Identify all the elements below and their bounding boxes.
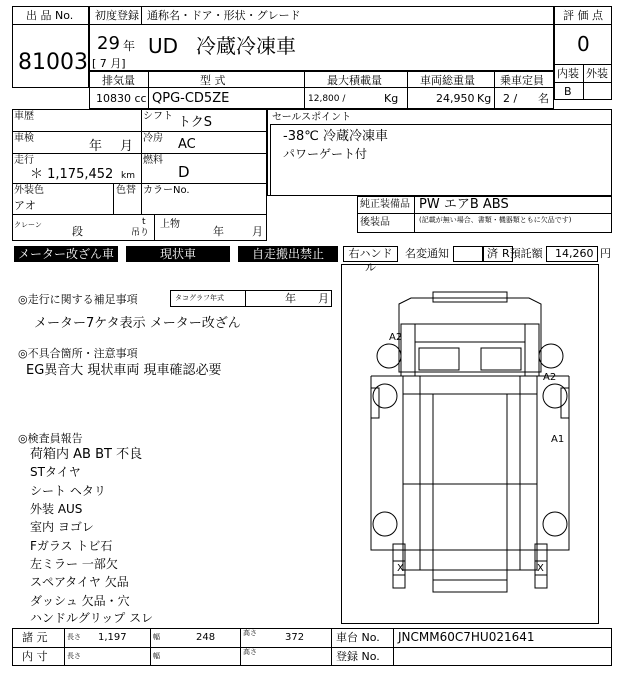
crane-stage: 段 <box>72 225 83 238</box>
vehicle-name-label: 通称名・ドア・形状・グレード <box>147 9 301 22</box>
gross-weight-label: 車両総重量 <box>420 74 475 87</box>
damage-mark-x-right: X <box>537 563 544 574</box>
capacity-label: 乗車定員 <box>500 74 544 87</box>
recycle-deposit: 14,260 <box>555 247 594 260</box>
grade-label: 評 価 点 <box>563 9 603 22</box>
lot-no: 81003 <box>18 50 88 75</box>
first-reg-year: 29 <box>97 33 120 54</box>
displacement-label: 排気量 <box>102 74 135 87</box>
year-unit: 年 <box>123 39 136 53</box>
right-handle-badge: 右ハンドル <box>343 246 398 262</box>
inner-height-label: 高さ <box>243 648 257 656</box>
gross-weight: 24,950 <box>436 92 475 105</box>
name-change-label: 名変通知 <box>405 247 449 260</box>
recycle-label: 済 <box>487 247 498 260</box>
color-change-label: 色替 <box>116 185 136 196</box>
history-label: 車歴 <box>14 111 34 122</box>
fuel-label: 燃料 <box>143 155 163 166</box>
as-is-flag: 現状車 <box>126 246 230 262</box>
mirror-right <box>539 344 563 368</box>
damage-mark-a2-left: A2 <box>389 332 403 343</box>
max-load-unit: Kg <box>384 92 399 105</box>
inspector-note-10: ハンドルグリップ スレ <box>30 611 154 625</box>
chassis-label: 車台 No. <box>336 631 380 644</box>
first-reg-label: 初度登録 <box>95 9 139 22</box>
damage-mark-x-left: X <box>397 563 404 574</box>
cooling-label: 冷房 <box>143 133 163 144</box>
inspection-year: 年 <box>89 139 103 154</box>
name-change-box <box>453 246 483 262</box>
crane-hanging: 吊り <box>131 228 150 238</box>
exterior-grade-label: 外装 <box>586 67 608 80</box>
max-load: 12,800 / <box>308 94 346 104</box>
reg-no-label: 登録 No. <box>336 650 380 663</box>
height-label: 高さ <box>243 629 257 637</box>
aftermarket-label: 後装品 <box>360 217 390 228</box>
equipment: PW エアB ABS <box>419 197 509 212</box>
door-right <box>525 324 539 376</box>
inner-dims-label: 内 寸 <box>22 650 48 663</box>
inspector-note-3: シート ヘタリ <box>30 484 106 498</box>
first-reg-month: [ 7 月] <box>92 57 126 70</box>
cab-roof <box>433 292 507 302</box>
height: 372 <box>285 632 305 643</box>
tacho-label: タコグラフ年式 <box>175 294 224 302</box>
windshield <box>415 324 525 342</box>
cooling: AC <box>178 137 196 152</box>
capacity-unit: 名 <box>538 92 549 105</box>
rear-gate <box>433 580 507 592</box>
capacity: 2 / <box>503 92 518 105</box>
tacho-month: 月 <box>318 292 329 305</box>
damage-mark-a1: A1 <box>551 434 565 445</box>
axle-rear-left <box>373 512 397 536</box>
tacho-year: 年 <box>285 292 296 305</box>
length-label: 長さ <box>67 633 81 641</box>
inspector-note-7: 左ミラー 一部欠 <box>30 557 118 571</box>
upper-year: 年 <box>213 225 224 238</box>
max-load-label: 最大積載量 <box>327 74 382 87</box>
self-drive-prohibited-flag: 自走搬出禁止 <box>238 246 338 262</box>
driving-remarks-label: ◎走行に関する補足事項 <box>18 293 138 306</box>
cargo-side-right <box>537 376 569 550</box>
model-code-label: 型 式 <box>200 74 226 87</box>
cargo-floor <box>433 394 507 580</box>
inspection-label: 車検 <box>14 133 34 144</box>
cargo-box <box>403 376 537 570</box>
inner-width-label: 幅 <box>153 652 160 660</box>
mileage: ＊ 1,175,452 <box>30 167 114 182</box>
inspector-note-5: 室内 ヨゴレ <box>30 520 94 534</box>
exterior-color-label: 外装色 <box>14 185 44 196</box>
damage-mark-a2-right: A2 <box>543 372 557 383</box>
lot-no-label: 出 品 No. <box>26 9 74 22</box>
sales-point-label: セールスポイント <box>272 112 352 123</box>
color-no-label: カラーNo. <box>143 185 190 196</box>
equipment-label: 純正装備品 <box>360 199 410 210</box>
mirror-left <box>377 344 401 368</box>
axle-rear-right <box>543 512 567 536</box>
length: 1,197 <box>98 632 127 643</box>
inspector-note-6: Fガラス トビ石 <box>30 539 113 553</box>
inner-length-label: 長さ <box>67 652 81 660</box>
defects-label: ◎不具合箇所・注意事項 <box>18 347 138 360</box>
inspector-note-9: ダッシュ 欠品・穴 <box>30 594 130 608</box>
sales-point-2: パワーゲート付 <box>283 147 368 161</box>
inspector-note-1: 荷箱内 AB BT 不良 <box>30 447 143 462</box>
axle-front-left <box>373 384 397 408</box>
mileage-unit: km <box>121 171 135 181</box>
seat-right <box>481 348 521 370</box>
recycle-unit: 円 <box>600 247 611 260</box>
seat-left <box>419 348 459 370</box>
dims-label: 諸 元 <box>22 631 48 644</box>
shift-label: シフト <box>143 111 173 122</box>
sales-point-1: -38℃ 冷蔵冷凍車 <box>283 129 388 144</box>
overall-grade: 0 <box>577 32 590 56</box>
interior-grade: B <box>564 85 572 98</box>
shift: トクS <box>178 115 212 130</box>
door-left <box>401 324 415 376</box>
aftermarket-note: (記載が無い場合、書類・機器類ともに欠品です) <box>419 216 572 224</box>
crane-label: クレーン <box>14 221 42 229</box>
inspector-label: ◎検査員報告 <box>18 432 83 445</box>
gross-weight-unit: Kg <box>477 92 492 105</box>
model-name: 冷蔵冷凍車 <box>196 34 296 58</box>
width: 248 <box>196 632 216 643</box>
exterior-color: アオ <box>14 199 36 212</box>
defects-note: EG異音大 現状車両 現車確認必要 <box>26 363 222 378</box>
recycle-deposit-label: R預託額 <box>502 247 543 260</box>
axle-front-right <box>543 384 567 408</box>
cab-outline <box>399 298 541 372</box>
model-code: QPG-CD5ZE <box>152 91 230 106</box>
truck-diagram <box>341 264 599 624</box>
interior-grade-label: 内装 <box>557 67 579 80</box>
maker: UD <box>148 34 179 58</box>
upper-month: 月 <box>252 225 263 238</box>
odometer-tamper-flag: メーター改ざん車 <box>14 246 118 262</box>
inspector-note-8: スペアタイヤ 欠品 <box>30 575 129 589</box>
inspector-note-4: 外装 AUS <box>30 502 83 516</box>
displacement: 10830 cc <box>96 92 147 105</box>
cargo-side-left <box>371 376 403 550</box>
inspection-month: 月 <box>120 139 134 154</box>
crane-t: t <box>142 217 146 227</box>
mileage-label: 走行 <box>14 155 34 166</box>
upper-label: 上物 <box>160 219 180 230</box>
fuel: D <box>178 163 190 181</box>
inspector-note-2: STタイヤ <box>30 465 81 479</box>
driving-note: メーター7ケタ表示 メーター改ざん <box>34 316 241 331</box>
width-label: 幅 <box>153 633 160 641</box>
chassis-no: JNCMM60C7HU021641 <box>398 630 535 644</box>
